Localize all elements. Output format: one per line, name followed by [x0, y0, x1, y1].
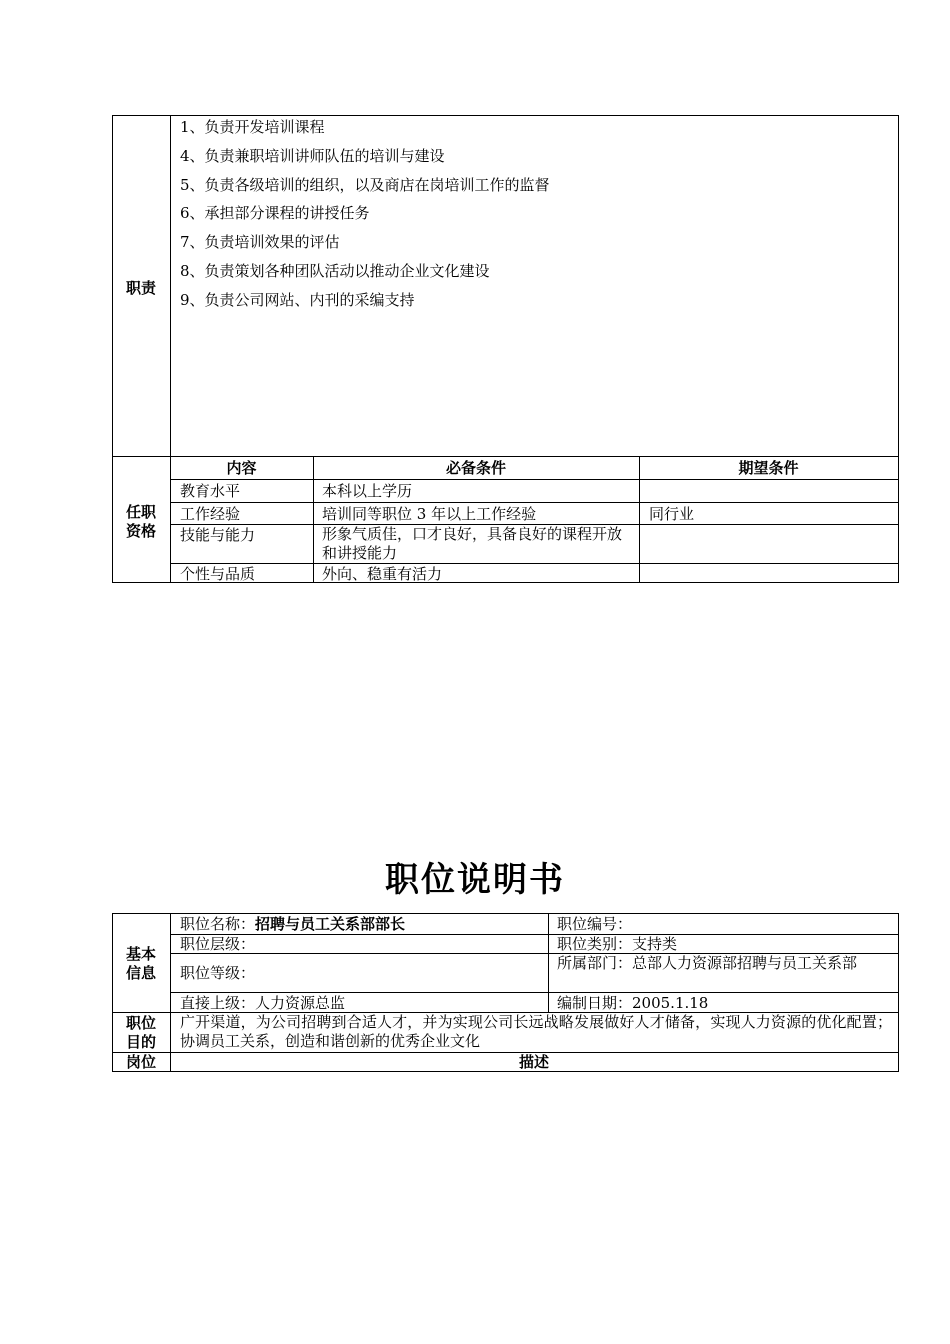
table-cell: 教育水平	[180, 482, 241, 500]
table-border	[898, 115, 899, 583]
duty-item: 4、负责兼职培训讲师队伍的培训与建设	[180, 147, 445, 165]
department-field: 所属部门：总部人力资源部招聘与员工关系部	[557, 954, 858, 972]
table-cell: 形象气质佳，口才良好，具备良好的课程开放和讲授能力	[322, 525, 623, 562]
post-label: 岗位	[125, 1053, 156, 1071]
duty-item: 6、承担部分课程的讲授任务	[180, 204, 370, 222]
position-category-field: 职位类别：支持类	[557, 935, 678, 953]
position-name-label: 职位名称：	[180, 915, 256, 933]
table-divider	[548, 913, 549, 1012]
column-header: 期望条件	[738, 459, 799, 477]
purpose-text: 广开渠道，为公司招聘到合适人才，并为实现公司长远战略发展做好人才储备，实现人力资源的优化配置；协调员工关系，创造和谐创新的优秀企业文化	[180, 1013, 892, 1050]
table-divider	[170, 502, 899, 503]
column-header: 内容	[226, 459, 257, 477]
position-grade-field: 职位等级：	[180, 964, 256, 982]
duty-item: 1、负责开发培训课程	[180, 118, 325, 136]
position-name-field	[180, 914, 405, 934]
table-cell: 外向、稳重有活力	[322, 565, 443, 583]
basic-info-label: 基本	[125, 945, 156, 963]
table-cell: 技能与能力	[180, 526, 256, 544]
position-code-field: 职位编号：	[557, 915, 633, 933]
table-border	[112, 115, 899, 116]
table-cell: 工作经验	[180, 505, 241, 523]
purpose-label: 目的	[125, 1033, 156, 1051]
duties-label: 职责	[125, 279, 156, 297]
duty-item: 9、负责公司网站、内刊的采编支持	[180, 291, 415, 309]
position-name-value: 招聘与员工关系部部长	[255, 915, 406, 933]
table-cell: 个性与品质	[180, 565, 256, 583]
table-cell: 培训同等职位 3 年以上工作经验	[322, 505, 537, 523]
table-divider	[170, 934, 899, 935]
duty-item: 5、负责各级培训的组织，以及商店在岗培训工作的监督	[180, 176, 550, 194]
column-header: 必备条件	[445, 459, 506, 477]
description-label: 描述	[518, 1053, 549, 1071]
table-divider	[170, 115, 171, 583]
table-divider	[112, 456, 899, 457]
qualifications-label: 资格	[125, 522, 156, 540]
purpose-label: 职位	[125, 1014, 156, 1032]
document-title: 职位说明书	[385, 860, 565, 900]
duty-item: 8、负责策划各种团队活动以推动企业文化建设	[180, 262, 490, 280]
basic-info-label: 信息	[125, 964, 156, 982]
qualifications-label: 任职	[125, 503, 156, 521]
duty-item: 7、负责培训效果的评估	[180, 233, 340, 251]
table-cell: 本科以上学历	[322, 482, 413, 500]
table-divider	[170, 479, 899, 480]
compile-date-field: 编制日期：2005.1.18	[557, 994, 709, 1012]
table-divider	[170, 563, 899, 564]
table-cell: 同行业	[649, 505, 695, 523]
supervisor-field: 直接上级：人力资源总监	[180, 994, 346, 1012]
position-level-field: 职位层级：	[180, 935, 256, 953]
